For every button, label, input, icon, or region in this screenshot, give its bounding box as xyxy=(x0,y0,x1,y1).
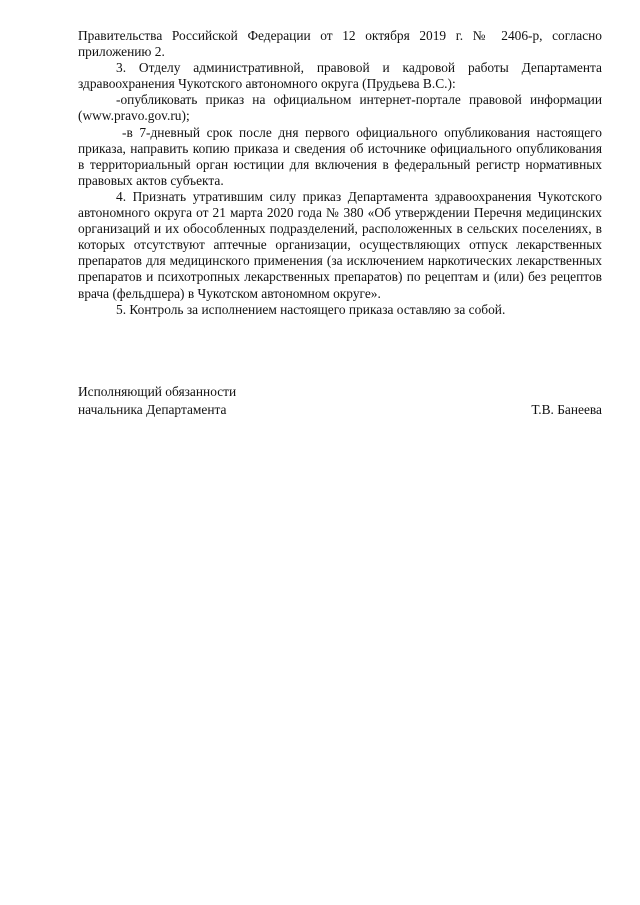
paragraph-continuation: Правительства Российской Федерации от 12 октября 2019 г. № 2406-р, согласно приложению 2. xyxy=(78,28,602,60)
signatory-position-line1: Исполняющий обязанности xyxy=(78,384,237,399)
document-body xyxy=(78,28,602,318)
signatory-name: Т.В. Банеева xyxy=(531,402,602,417)
paragraph-item-4: 4. Признать утратившим силу приказ Департамента здравоохранения Чукотского автономного округа от 21 марта 2020 года № 380 «Об утверждении Перечня медицинских организаций и их обособленных подразделений, расположенных в сельских поселениях, в которых отсутствуют аптечные организации, осуществляющих отпуск лекарственных препаратов для медицинского применения (за исключением наркотических лекарственных препаратов и психотропных лекарственных препаратов) по рецептам и (или) без рецептов врача (фельдшера) в Чукотском автономном округе». xyxy=(78,188,602,301)
signature-block xyxy=(78,383,602,419)
signatory-position-line2: начальника Департамента xyxy=(78,402,227,417)
paragraph-item-3: 3. Отделу административной, правовой и кадровой работы Департамента здравоохранения Чукотского автономного округа (Прудьева В.С.): xyxy=(78,60,602,92)
paragraph-item-3-publish: -опубликовать приказ на официальном интернет-портале правовой информации (www.pravo.gov.ru); xyxy=(78,92,602,124)
paragraph-item-5: 5. Контроль за исполнением настоящего приказа оставляю за собой. xyxy=(116,301,506,317)
paragraph-item-3-send: -в 7-дневный срок после дня первого официального опубликования настоящего приказа, направить копию приказа и сведения об источнике официального опубликования в территориальный орган юстиции для включения в федеральный регистр нормативных правовых актов субъекта. xyxy=(78,124,602,188)
signature-line xyxy=(78,401,602,419)
